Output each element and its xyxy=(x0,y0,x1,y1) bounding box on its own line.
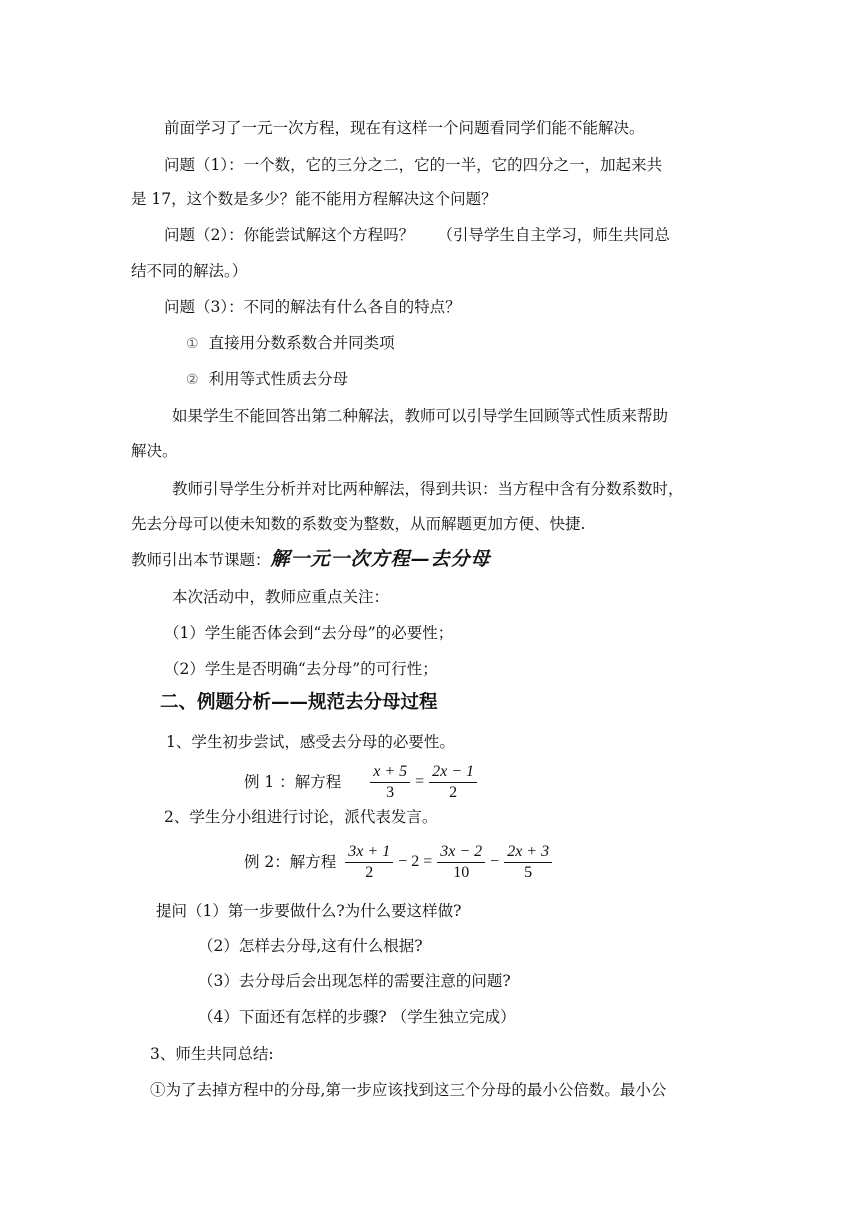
ex1-left-denominator: 3 xyxy=(386,783,395,801)
step-1: 1、学生初步尝试，感受去分母的必要性。 xyxy=(166,733,455,751)
ex2-fraction-a-denominator: 2 xyxy=(365,863,374,881)
ex2-fraction-b-denominator: 10 xyxy=(453,863,470,881)
focus-item-2: （2）学生是否明确“去分母”的可行性； xyxy=(164,660,438,678)
ex2-fraction-b-numerator: 3x − 2 xyxy=(437,842,485,863)
step-2: 2、学生分小组进行讨论，派代表发言。 xyxy=(164,808,438,826)
method-2 xyxy=(186,368,348,391)
ex1-left-numerator: x + 5 xyxy=(370,762,410,783)
question-1-line-2: 是 17，这个数是多少？能不能用方程解决这个问题？ xyxy=(131,190,497,208)
ask-4: （4）下面还有怎样的步骤? （学生独立完成） xyxy=(198,1008,516,1026)
ex1-right-fraction xyxy=(429,762,477,803)
lesson-title: 解一元一次方程—去分母 xyxy=(270,548,491,570)
ex1-right-denominator: 2 xyxy=(449,783,458,801)
ask-3: （3）去分母后会出现怎样的需要注意的问题? xyxy=(198,972,511,990)
method-2-text: 利用等式性质去分母 xyxy=(208,370,349,388)
ex2-fraction-c xyxy=(504,842,552,883)
circled-1-marker: ① xyxy=(186,336,199,352)
focus-item-1: （1）学生能否体会到“去分母”的必要性； xyxy=(164,624,454,642)
ex2-fraction-b xyxy=(437,842,485,883)
hint-line-1: 如果学生不能回答出第二种解法，教师可以引导学生回顾等式性质来帮助 xyxy=(172,407,669,425)
question-3: 问题（3）：不同的解法有什么各自的特点？ xyxy=(164,298,461,316)
ex1-right-numerator: 2x − 1 xyxy=(429,762,477,783)
ex2-fraction-a xyxy=(345,842,393,883)
example-1-label: 例 1 ：解方程 xyxy=(244,773,342,791)
section-heading: 二、例题分析——规范去分母过程 xyxy=(160,692,438,713)
guide-line-1: 教师引导学生分析并对比两种解法，得到共识：当方程中含有分数系数时， xyxy=(172,480,684,498)
ex1-left-fraction xyxy=(370,762,410,803)
ask-1: 提问（1）第一步要做什么?为什么要这样做? xyxy=(156,902,462,920)
example-2-label: 例 2：解方程 xyxy=(244,853,337,871)
ex2-fraction-a-numerator: 3x + 1 xyxy=(345,842,393,863)
method-1-text: 直接用分数系数合并同类项 xyxy=(208,334,395,352)
circled-2-marker: ② xyxy=(186,372,199,388)
ex2-fraction-c-numerator: 2x + 3 xyxy=(504,842,552,863)
example-1 xyxy=(244,760,480,804)
method-1 xyxy=(186,332,395,355)
hint-line-2: 解决。 xyxy=(131,442,178,460)
question-2-line-2: 结不同的解法。） xyxy=(131,262,248,280)
question-2-line-1: 问题（2）：你能尝试解这个方程吗？ （引导学生自主学习，师生共同总 xyxy=(164,226,670,244)
summary-point-1: ①为了去掉方程中的分母,第一步应该找到这三个分母的最小公倍数。最小公 xyxy=(150,1081,667,1099)
focus-intro: 本次活动中，教师应重点关注： xyxy=(172,588,390,606)
ask-2: （2）怎样去分母,这有什么根据? xyxy=(198,937,423,955)
intro-paragraph: 前面学习了一元一次方程，现在有这样一个问题看同学们能不能解决。 xyxy=(164,119,645,137)
question-1-line-1: 问题（1）：一个数，它的三分之二，它的一半，它的四分之一，加起来共 xyxy=(164,156,663,174)
ex2-fraction-c-denominator: 5 xyxy=(524,863,533,881)
topic-prefix: 教师引出本节课题： xyxy=(131,551,271,569)
lesson-topic xyxy=(131,548,491,571)
step-3: 3、师生共同总结: xyxy=(150,1045,274,1063)
example-2 xyxy=(244,840,555,884)
ex2-minus-two-equals: − 2 = xyxy=(398,853,433,870)
ex2-minus: − xyxy=(490,853,500,870)
guide-line-2: 先去分母可以使未知数的系数变为整数，从而解题更加方便、快捷. xyxy=(131,515,586,533)
ex1-equals: = xyxy=(415,773,425,790)
